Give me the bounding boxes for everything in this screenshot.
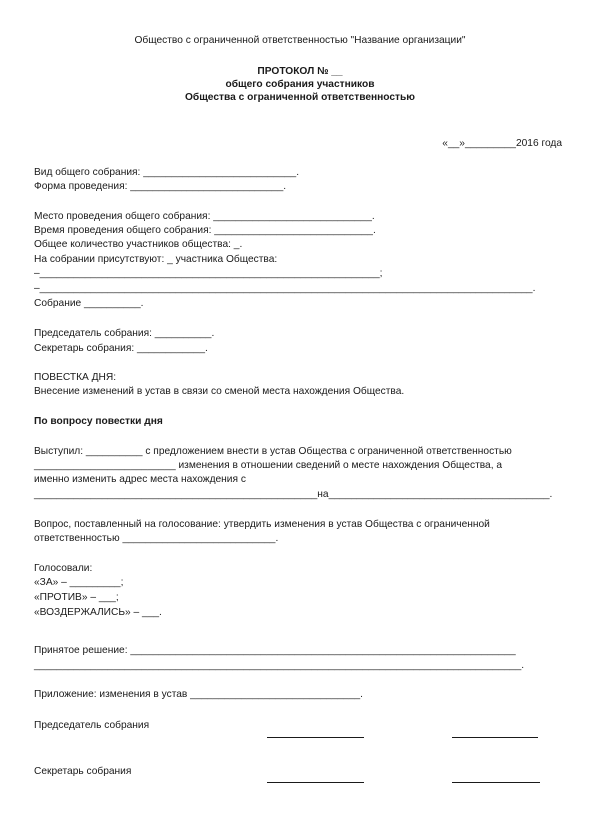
- assembly-status: Собрание __________.: [34, 298, 144, 309]
- vote-for: «ЗА» – _________;: [34, 577, 124, 588]
- secretary-signature-line: [267, 782, 364, 783]
- protocol-subtitle-2: Общества с ограниченной ответственностью: [184, 92, 416, 103]
- agenda-item: Внесение изменений в устав в связи со сменой места нахождения Общества.: [34, 386, 405, 397]
- speaker-line-4: __________________________________________________на_______________________________________.: [34, 489, 553, 500]
- secretary: Секретарь собрания: ____________.: [34, 343, 208, 354]
- vote-question-1: Вопрос, поставленный на голосование: утвердить изменения в устав Общества с ограниченной: [34, 519, 490, 530]
- question-heading: По вопросу повестки дня: [34, 416, 163, 427]
- meeting-place: Место проведения общего собрания: ____________________________.: [34, 211, 375, 222]
- meeting-type: Вид общего собрания: ___________________________.: [34, 167, 300, 178]
- present-line-2: –_______________________________________________________________________________________.: [34, 283, 536, 294]
- speaker-line-2: _________________________ изменения в отношении сведений о месте нахождения Общества, а: [34, 460, 503, 471]
- organization-name: Общество с ограниченной ответственностью "Название организации": [134, 35, 466, 46]
- protocol-subtitle: общего собрания участников: [225, 79, 375, 90]
- decision-line-2: ______________________________________________________________________________________.: [34, 660, 525, 671]
- protocol-date: «__»_________2016 года: [442, 138, 562, 149]
- chair-signature-label: Председатель собрания: [34, 720, 150, 731]
- meeting-form: Форма проведения: ___________________________.: [34, 181, 287, 192]
- present-line-1: –____________________________________________________________;: [34, 268, 383, 279]
- speaker-line-1: Выступил: __________ с предложением внести в устав Общества с ограниченной ответственностью: [34, 446, 512, 457]
- speaker-line-3: именно изменить адрес места нахождения с: [34, 474, 246, 485]
- protocol-title: ПРОТОКОЛ № __: [257, 66, 343, 77]
- decision-line-1: Принятое решение: ____________________________________________________________________: [34, 645, 516, 656]
- chair-signature-line: [267, 737, 364, 738]
- secretary-signature-label: Секретарь собрания: [34, 766, 132, 777]
- chair-name-line: [452, 737, 538, 738]
- voting-heading: Голосовали:: [34, 563, 93, 574]
- chairman: Председатель собрания: __________.: [34, 328, 215, 339]
- secretary-name-line: [452, 782, 540, 783]
- vote-abstain: «ВОЗДЕРЖАЛИСЬ» – ___.: [34, 607, 162, 618]
- vote-question-2: ответственностью ___________________________.: [34, 533, 279, 544]
- total-participants: Общее количество участников общества: _.: [34, 239, 243, 250]
- present-participants: На собрании присутствуют: _ участника Общества:: [34, 254, 278, 265]
- agenda-heading: ПОВЕСТКА ДНЯ:: [34, 372, 117, 383]
- meeting-time: Время проведения общего собрания: ____________________________.: [34, 225, 376, 236]
- vote-against: «ПРОТИВ» – ___;: [34, 592, 119, 603]
- attachment: Приложение: изменения в устав ______________________________.: [34, 689, 363, 700]
